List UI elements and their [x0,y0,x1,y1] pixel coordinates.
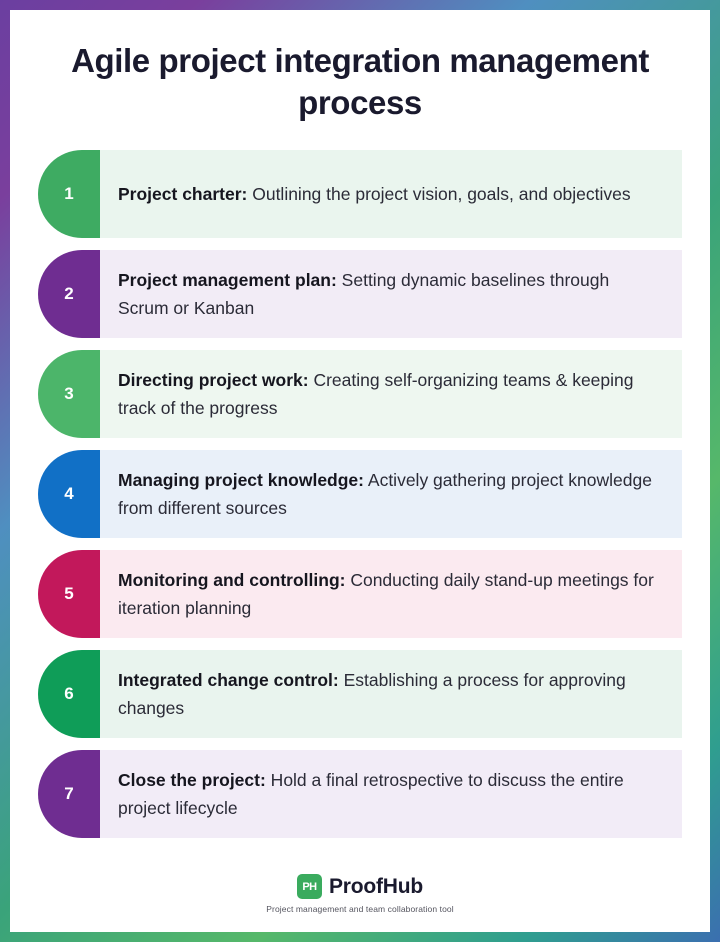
step-panel-5 [100,550,682,638]
step-number: 3 [64,384,74,404]
step-panel-7 [100,750,682,838]
step-heading: Project charter: [118,184,248,205]
step-panel-2 [100,250,682,338]
step-heading: Integrated change control: [118,670,339,691]
step-number: 6 [64,684,74,704]
step-text [118,766,662,823]
list-item [38,150,682,238]
step-text [118,466,662,523]
step-panel-1 [100,150,682,238]
step-badge-1 [38,150,100,238]
brand-tagline: Project management and team collaboration tool [266,904,454,914]
list-item [38,550,682,638]
list-item [38,450,682,538]
step-description: Hold a final retrospective to discuss the entire project lifecycle [118,770,624,819]
step-badge-5 [38,550,100,638]
step-panel-4 [100,450,682,538]
step-heading: Managing project knowledge: [118,470,364,491]
step-number: 2 [64,284,74,304]
step-badge-7 [38,750,100,838]
step-badge-6 [38,650,100,738]
page-title: Agile project integration management process [71,42,649,122]
step-text [118,566,662,623]
step-badge-3 [38,350,100,438]
step-number: 1 [64,184,74,204]
brand-name: ProofHub [328,874,424,898]
brand-logo [297,874,423,899]
step-badge-2 [38,250,100,338]
step-description: Setting dynamic baselines through Scrum or Kanban [118,270,610,319]
step-text [118,666,662,723]
step-text [118,366,662,423]
list-item [38,250,682,338]
proofhub-logo-icon: PH [297,874,322,899]
step-text [118,180,631,208]
step-number: 7 [64,784,74,804]
poster-content [10,10,710,932]
step-description: Outlining the project vision, goals, and objectives [247,184,631,205]
step-heading: Monitoring and controlling: [118,570,346,591]
list-item [38,350,682,438]
step-description: Conducting daily stand-up meetings for iteration planning [118,570,654,619]
steps-list [38,150,682,838]
list-item [38,650,682,738]
step-badge-4 [38,450,100,538]
step-heading: Directing project work: [118,370,309,391]
step-number: 5 [64,584,74,604]
step-description: Establishing a process for approving changes [118,670,626,719]
step-text [118,266,662,323]
step-heading: Close the project: [118,770,266,791]
step-panel-3 [100,350,682,438]
step-number: 4 [64,484,74,504]
step-heading: Project management plan: [118,270,337,291]
list-item [38,750,682,838]
step-panel-6 [100,650,682,738]
footer [10,874,710,914]
step-description: Creating self-organizing teams & keeping track of the progress [118,370,634,419]
step-description: Actively gathering project knowledge from different sources [118,470,652,519]
